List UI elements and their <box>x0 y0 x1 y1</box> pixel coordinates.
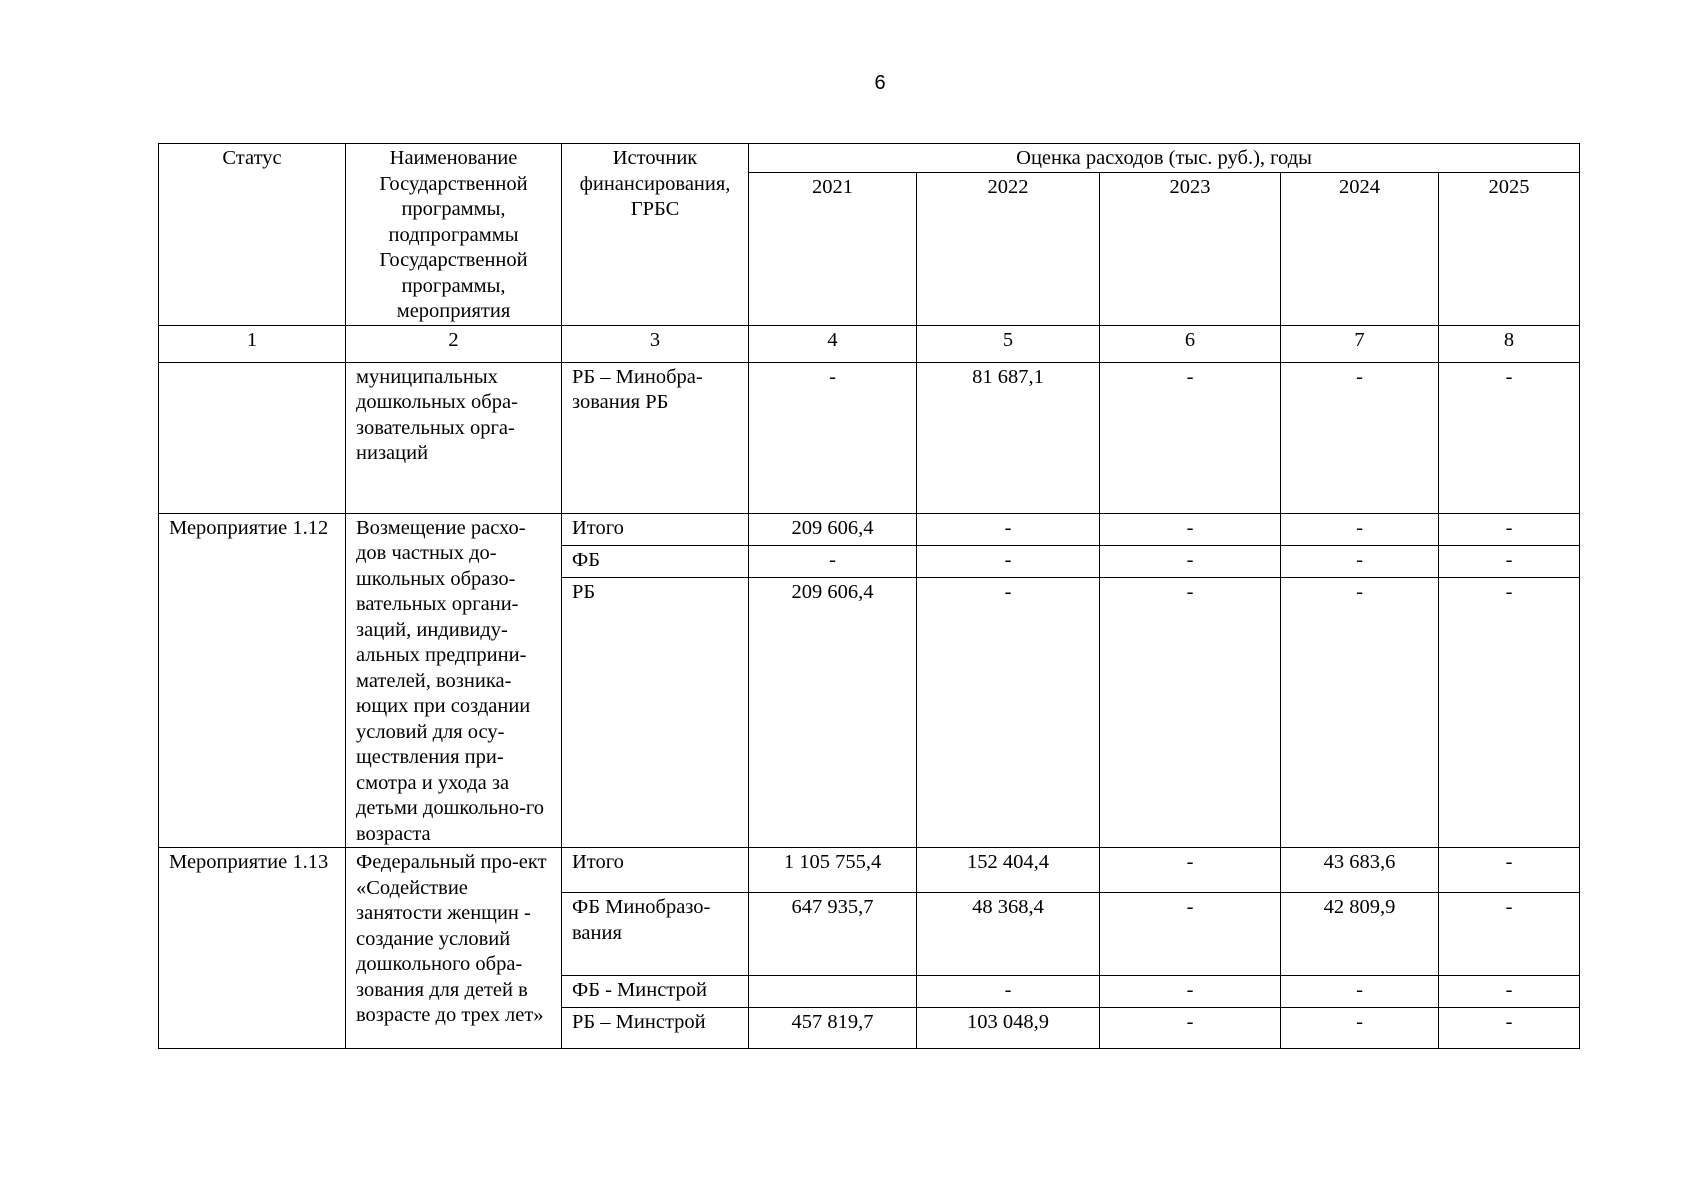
value-2023: - <box>1100 513 1281 545</box>
header-year-2024: 2024 <box>1281 172 1439 325</box>
status-cell <box>159 362 346 513</box>
column-number: 2 <box>346 325 562 362</box>
value-2024: - <box>1281 513 1439 545</box>
table-row <box>159 362 1580 513</box>
source-cell: ФБ <box>562 545 749 577</box>
value-2025: - <box>1439 976 1580 1008</box>
value-2022: 103 048,9 <box>917 1008 1100 1049</box>
value-2021 <box>749 976 917 1008</box>
value-2024: - <box>1281 976 1439 1008</box>
value-2024: - <box>1281 545 1439 577</box>
status-cell: Мероприятие 1.12 <box>159 513 346 848</box>
source-cell: РБ – Минстрой <box>562 1008 749 1049</box>
value-2022: 48 368,4 <box>917 893 1100 976</box>
column-number: 6 <box>1100 325 1281 362</box>
source-cell: РБ – Минобра-зования РБ <box>562 362 749 513</box>
value-2021: 209 606,4 <box>749 513 917 545</box>
column-number: 3 <box>562 325 749 362</box>
value-2022: - <box>917 545 1100 577</box>
value-2022: 152 404,4 <box>917 848 1100 893</box>
name-cell: Федеральный про-ект «Содействие занятости женщин - создание условий дошкольного обра-зования для детей в возрасте до трех лет» <box>346 848 562 1049</box>
value-2024: - <box>1281 362 1439 513</box>
column-numbers-row <box>159 325 1580 362</box>
value-2024: 42 809,9 <box>1281 893 1439 976</box>
source-cell: Итого <box>562 848 749 893</box>
value-2025: - <box>1439 362 1580 513</box>
source-cell: Итого <box>562 513 749 545</box>
value-2025: - <box>1439 893 1580 976</box>
column-number: 1 <box>159 325 346 362</box>
column-number: 5 <box>917 325 1100 362</box>
value-2025: - <box>1439 1008 1580 1049</box>
value-2023: - <box>1100 1008 1281 1049</box>
value-2025: - <box>1439 578 1580 848</box>
value-2022: 81 687,1 <box>917 362 1100 513</box>
source-cell: РБ <box>562 578 749 848</box>
header-year-2022: 2022 <box>917 172 1100 325</box>
table-row <box>159 513 1580 545</box>
value-2024: - <box>1281 578 1439 848</box>
value-2022: - <box>917 513 1100 545</box>
status-cell: Мероприятие 1.13 <box>159 848 346 1049</box>
value-2022: - <box>917 976 1100 1008</box>
name-cell: Возмещение расхо-дов частных до-школьных образо-вательных органи-заций, индивиду-альных предприни-мателей, возника-ющих при создании условий для осу-ществления при-смотра и ухода за детьми дошкольно-го возраста <box>346 513 562 848</box>
value-2025: - <box>1439 513 1580 545</box>
header-source: Источник финансирования, ГРБС <box>562 144 749 326</box>
value-2025: - <box>1439 545 1580 577</box>
header-status: Статус <box>159 144 346 326</box>
header-name: Наименование Государственной программы, подпрограммы Государственной программы, мероприятия <box>346 144 562 326</box>
value-2023: - <box>1100 976 1281 1008</box>
value-2023: - <box>1100 545 1281 577</box>
value-2024: 43 683,6 <box>1281 848 1439 893</box>
value-2023: - <box>1100 362 1281 513</box>
budget-table <box>158 143 1580 1049</box>
value-2021: 209 606,4 <box>749 578 917 848</box>
value-2024: - <box>1281 1008 1439 1049</box>
column-number: 4 <box>749 325 917 362</box>
value-2021: - <box>749 362 917 513</box>
value-2021: 647 935,7 <box>749 893 917 976</box>
value-2025: - <box>1439 848 1580 893</box>
value-2021: 457 819,7 <box>749 1008 917 1049</box>
header-year-2021: 2021 <box>749 172 917 325</box>
value-2021: 1 105 755,4 <box>749 848 917 893</box>
header-estimate: Оценка расходов (тыс. руб.), годы <box>749 144 1580 173</box>
name-cell: муниципальных дошкольных обра-зовательных орга-низаций <box>346 362 562 513</box>
header-year-2023: 2023 <box>1100 172 1281 325</box>
source-cell: ФБ Минобразо-вания <box>562 893 749 976</box>
table-row <box>159 848 1580 893</box>
value-2023: - <box>1100 893 1281 976</box>
column-number: 8 <box>1439 325 1580 362</box>
source-cell: ФБ - Минстрой <box>562 976 749 1008</box>
value-2023: - <box>1100 848 1281 893</box>
value-2022: - <box>917 578 1100 848</box>
column-number: 7 <box>1281 325 1439 362</box>
value-2023: - <box>1100 578 1281 848</box>
value-2021: - <box>749 545 917 577</box>
header-year-2025: 2025 <box>1439 172 1580 325</box>
page-number: 6 <box>874 72 886 94</box>
header-row <box>159 144 1580 173</box>
